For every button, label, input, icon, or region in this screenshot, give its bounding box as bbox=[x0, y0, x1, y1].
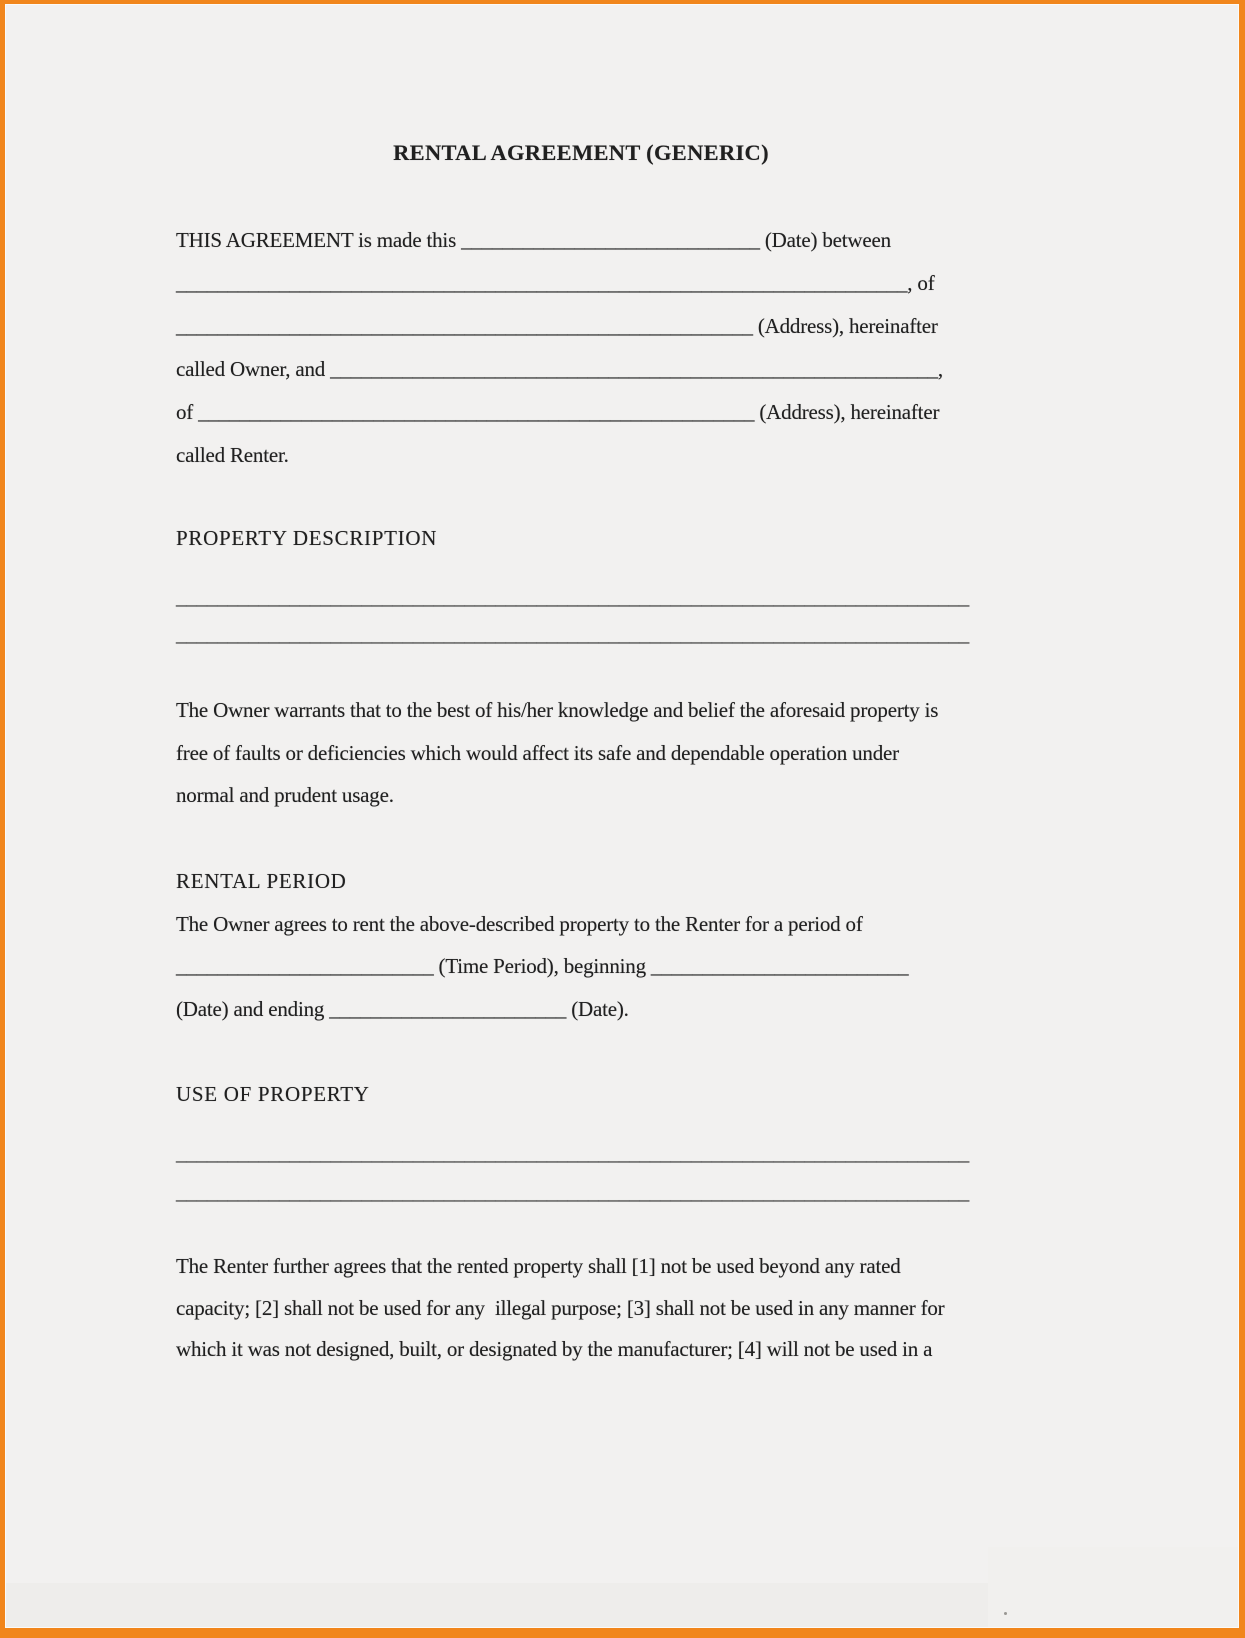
use-of-property-heading: USE OF PROPERTY bbox=[176, 1082, 370, 1106]
renter-terms-line-2: capacity; [2] shall not be used for any illegal purpose; [3] shall not be used in any manner for bbox=[176, 1296, 945, 1320]
intro-line-6: called Renter. bbox=[176, 443, 289, 467]
rental-period-line-2: _________________________ (Time Period), beginning _________________________ bbox=[176, 954, 909, 978]
intro-line-5: of ______________________________________________________ (Address), hereinafter bbox=[176, 400, 940, 424]
renter-terms-line-1: The Renter further agrees that the rented property shall [1] not be used beyond any rated bbox=[176, 1254, 901, 1278]
property-description-blank-line-2: _____________________________________________________________________________ bbox=[176, 622, 970, 646]
warranty-line-1: The Owner warrants that to the best of his/her knowledge and belief the aforesaid property is bbox=[176, 698, 939, 722]
property-description-heading: PROPERTY DESCRIPTION bbox=[176, 526, 438, 550]
intro-line-4: called Owner, and ___________________________________________________________, bbox=[176, 357, 943, 381]
rental-period-line-1: The Owner agrees to rent the above-described property to the Renter for a period of bbox=[176, 912, 863, 936]
intro-line-1: THIS AGREEMENT is made this _____________________________ (Date) between bbox=[176, 228, 891, 252]
document-title: RENTAL AGREEMENT (GENERIC) bbox=[393, 140, 769, 165]
use-of-property-blank-line-1: _____________________________________________________________________________ bbox=[176, 1141, 970, 1165]
rental-period-line-3: (Date) and ending _______________________ (Date). bbox=[176, 997, 629, 1021]
renter-terms-line-3: which it was not designed, built, or designated by the manufacturer; [4] will not be used in a bbox=[176, 1337, 933, 1361]
warranty-line-3: normal and prudent usage. bbox=[176, 783, 394, 807]
rental-period-heading: RENTAL PERIOD bbox=[176, 869, 347, 893]
page-bottom-right-shading bbox=[988, 1547, 1238, 1627]
scan-speck bbox=[1004, 1612, 1007, 1615]
intro-line-2: _______________________________________________________________________, of bbox=[176, 271, 935, 295]
use-of-property-blank-line-2: _____________________________________________________________________________ bbox=[176, 1180, 970, 1204]
warranty-line-2: free of faults or deficiencies which would affect its safe and dependable operation under bbox=[176, 741, 899, 765]
intro-line-3: ________________________________________________________ (Address), hereinafter bbox=[176, 314, 938, 338]
property-description-blank-line-1: _____________________________________________________________________________ bbox=[176, 585, 970, 609]
document-page bbox=[5, 4, 1239, 1628]
